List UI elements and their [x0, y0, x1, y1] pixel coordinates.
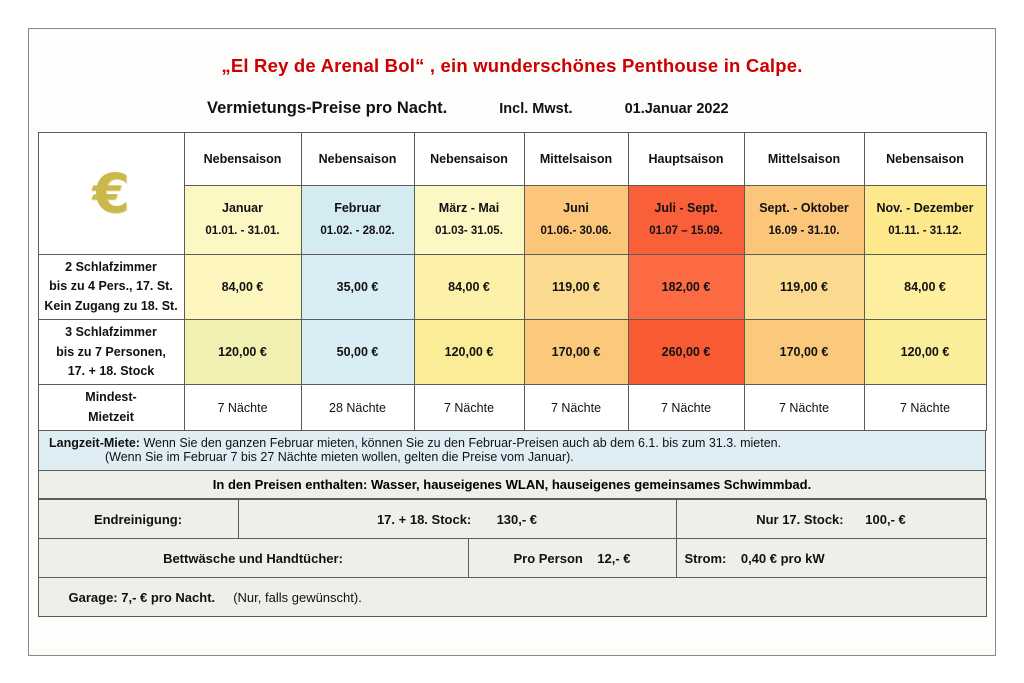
subtitle: Vermietungs-Preise pro Nacht.: [207, 99, 448, 117]
min-nights-cell: 28 Nächte: [301, 385, 414, 431]
price-cell: 35,00 €: [301, 255, 414, 320]
price-cell: 120,00 €: [864, 320, 986, 385]
month-header: Januar 01.01. - 31.01.: [184, 186, 301, 255]
price-date: 01.Januar 2022: [624, 101, 729, 117]
month-header: Nov. - Dezember 01.11. - 31.12.: [864, 186, 986, 255]
month-header: Juli - Sept. 01.07 – 15.09.: [628, 186, 744, 255]
power-cell: [676, 539, 986, 578]
season-header: Hauptsaison: [628, 133, 744, 186]
price-sheet: [28, 28, 996, 656]
row-label: 3 Schlafzimmer bis zu 7 Personen, 17. + 18. Stock: [38, 320, 184, 385]
included-note: [38, 471, 986, 499]
linen-price-cell: [468, 539, 676, 578]
euro-logo-cell: [38, 133, 184, 255]
season-header: Nebensaison: [301, 133, 414, 186]
included-label: In den Preisen enthalten:: [212, 477, 368, 492]
row-label: 2 Schlafzimmer bis zu 4 Pers., 17. St. Kein Zugang zu 18. St.: [38, 255, 184, 320]
power-label: Strom:: [684, 550, 727, 566]
fees-row-linen: [38, 539, 986, 578]
linen-label: Bettwäsche und Handtücher:: [38, 539, 468, 578]
cleaning-price-cell: [238, 500, 676, 539]
min-nights-cell: 7 Nächte: [864, 385, 986, 431]
included-text: Wasser, hauseigenes WLAN, hauseigenes gemeinsames Schwimmbad.: [367, 477, 812, 492]
month-header: Sept. - Oktober 16.09 - 31.10.: [744, 186, 864, 255]
cleaning-floors: 17. + 18. Stock:: [376, 511, 472, 527]
price-cell: 50,00 €: [301, 320, 414, 385]
longterm-note: [38, 431, 986, 471]
price-cell: 84,00 €: [864, 255, 986, 320]
subtitle-row: [37, 99, 987, 118]
season-header: Nebensaison: [184, 133, 301, 186]
price-cell: 260,00 €: [628, 320, 744, 385]
min-nights-cell: 7 Nächte: [524, 385, 628, 431]
price-cell: 119,00 €: [524, 255, 628, 320]
fees-row-garage: [38, 578, 986, 617]
linen-per-person-label: Pro Person: [513, 550, 583, 566]
euro-icon: €: [92, 161, 130, 225]
garage-note: (Nur, falls gewünscht).: [233, 589, 362, 605]
cleaning-label: Endreinigung:: [38, 500, 238, 539]
month-header: Juni 01.06.- 30.06.: [524, 186, 628, 255]
price-cell: 170,00 €: [744, 320, 864, 385]
table-row: [38, 320, 986, 385]
min-nights-cell: 7 Nächte: [184, 385, 301, 431]
longterm-note-2: (Wenn Sie im Februar 7 bis 27 Nächte mieten wollen, gelten die Preise vom Januar).: [105, 450, 574, 464]
linen-per-person-price: 12,- €: [597, 550, 631, 566]
cleaning-price: 130,- €: [496, 511, 538, 527]
cleaning-17-cell: [676, 500, 986, 539]
price-cell: 170,00 €: [524, 320, 628, 385]
month-header: März - Mai 01.03- 31.05.: [414, 186, 524, 255]
season-header-row: [38, 133, 986, 186]
power-price: 0,40 € pro kW: [740, 550, 825, 566]
price-cell: 84,00 €: [184, 255, 301, 320]
fees-table: [38, 499, 987, 617]
tax-note: Incl. Mwst.: [499, 101, 573, 117]
season-header: Nebensaison: [414, 133, 524, 186]
price-cell: 182,00 €: [628, 255, 744, 320]
row-label: Mindest- Mietzeit: [38, 385, 184, 431]
price-table: [38, 132, 987, 431]
page-title: „El Rey de Arenal Bol“ , ein wunderschönes Penthouse in Calpe.: [221, 55, 803, 76]
season-header: Mittelsaison: [744, 133, 864, 186]
garage-cell: [38, 578, 986, 617]
season-header: Mittelsaison: [524, 133, 628, 186]
price-cell: 120,00 €: [414, 320, 524, 385]
garage-label: Garage: 7,- € pro Nacht.: [68, 589, 216, 605]
season-header: Nebensaison: [864, 133, 986, 186]
table-row: [38, 385, 986, 431]
price-cell: 119,00 €: [744, 255, 864, 320]
cleaning-17-label: Nur 17. Stock:: [756, 511, 844, 527]
min-nights-cell: 7 Nächte: [744, 385, 864, 431]
table-row: [38, 255, 986, 320]
min-nights-cell: 7 Nächte: [628, 385, 744, 431]
min-nights-cell: 7 Nächte: [414, 385, 524, 431]
longterm-text: Wenn Sie den ganzen Februar mieten, können Sie zu den Februar-Preisen auch ab dem 6.1. bis zum 31.3. mieten.: [139, 436, 782, 450]
fees-row-cleaning: [38, 500, 986, 539]
month-header: Februar 01.02. - 28.02.: [301, 186, 414, 255]
price-cell: 84,00 €: [414, 255, 524, 320]
price-cell: 120,00 €: [184, 320, 301, 385]
longterm-label: Langzeit-Miete:: [49, 436, 140, 450]
cleaning-17-price: 100,- €: [865, 511, 906, 527]
